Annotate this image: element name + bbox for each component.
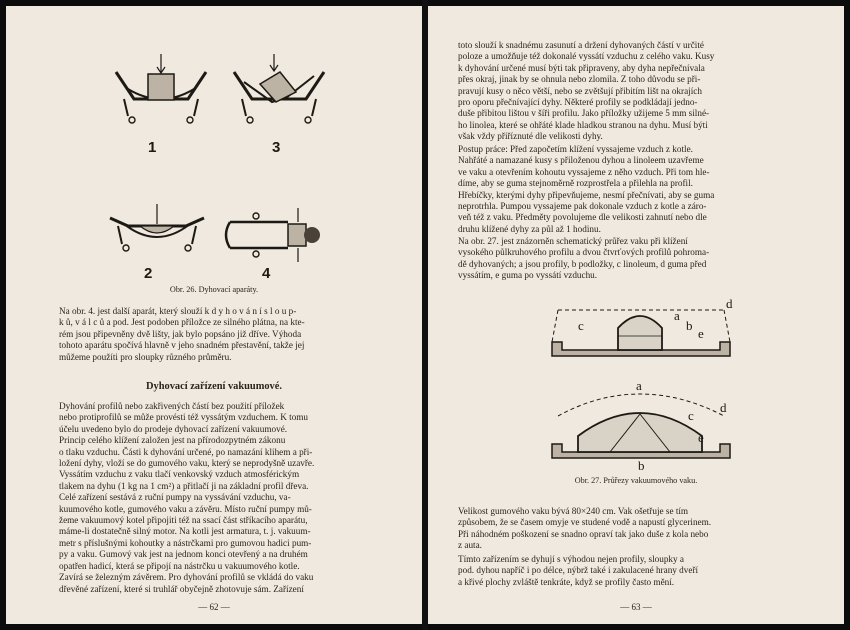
figure-label-4: 4	[262, 265, 271, 282]
top-paragraph: toto slouží k snadnému zasunutí a držení dyhovaných částí v určité poloze a umožňuje též dokonalé vyssátí vzduchu z celého vaku. Kusy k dyhování určené musí býti tak připraveny, aby dyha nepřečnívala přes okraj, jinak by se ohnula nebo zlomila. Z toho důvodu se při- pravují kusy o něco větší, nebo se zvětšují přibitím lišt na okrajích pro oporu přečnívající dyhy. Některé profily se podkládají jedno- duše přibitou lištou v šíři profilu. Jako příložky užijeme 5 mm silné- ho linolea, které se ohřáté klade hladkou stranou na dyhu. Musí býti však vždy přiříznuté dle velikosti dyhy.	[458, 40, 715, 142]
procedure-paragraph: Postup práce: Před započetím klížení vyssajeme vzduch z kotle. Nahřáté a namazané kusy s přiloženou dyhou a linoleem uzavřeme ve vaku a otevřením kohoutu vyssajeme z něho vzduch. Při tom hle- díme, aby se guma stejnoměrně rozprostřela a přilehla na profil. Hřebíčky, kterými dyhy připevňujeme, nesmí přečnívati, aby se guma neprotrhla. Pumpou vyssajeme pak dokonale vzduch z kotle a záro- veň též z vaku. Předměty povolujeme dle velikosti zahnutí nebo dle druhu klížené dyhy za půl až 1 hodinu.	[458, 144, 715, 234]
diagram-label-d-upper: d	[726, 296, 733, 311]
figure-label-1: 1	[148, 139, 157, 156]
diagram-label-c-upper: c	[578, 318, 584, 333]
vacuum-bag-cross-section-upper	[548, 296, 738, 370]
page-number-left: — 62 —	[198, 602, 230, 612]
figure-2-apparatus	[102, 204, 212, 284]
diagram-label-a-lower: a	[636, 378, 642, 393]
diagram-label-e-lower: e	[698, 430, 704, 445]
right-page	[428, 6, 844, 624]
vacuum-bag-cross-section-lower	[548, 378, 738, 476]
closing-paragraph: Tímto zařízením se dyhují s výhodou nejen profily, sloupky a pod. dyhou napříč i po délce, nýbrž také i zakulacené hrany dveří a křivé plochy zvláště tenkráte, když se profily často mění.	[458, 554, 699, 587]
section-text: Dyhování profilů nebo zakřivených částí bez použití příložek nebo protiprofilů se může provésti též vyssátým vzduchem. K tomu účelu uvedeno bylo do prodeje dyhovací zařízení vakuumové. Princip celého klížení založen jest na přírodozpytném zákonu o tlaku vzduchu. Části k dyhování určené, po namazání klihem a při- ložení dyhy, vloží se do gumového vaku, který se neprodyšně uzavře. Vyssátím vzduchu z vaku tlačí venkovský vzduch atmosférickým tlakem na dyhu (1 kg na 1 cm²) a přitlačí ji na základní profil dřeva. Celé zařízení sestává z ruční pumpy na vyssávání vzduchu, va- kuumového kotle, gumového vaku a závěru. Místo ruční pumpy mů- žeme vakuumový kotel připojiti též na ssací část stříkacího aparátu, máme-li dostatečně silný motor. Na kotli jest armatura, t. j. vakuum- metr s příslušnými kohoutky a nástrčkami pro gumovou hadici pum- py a vaku. Gumový vak jest na jednom konci otevřený a na druhém opatřen hadicí, která se připojí na nástrčku u vakuumového kotle. Zavírá se železným závěrem. Pro dyhování profilů se vkládá do vaku dřevěné zařízení, které si truhlář obyčejně zhotovuje sám. Zařízení	[59, 401, 315, 594]
intro-paragraph: Na obr. 4. jest další aparát, který slouží k d y h o v á n í s l o u p- k ů, v á l c ů a pod. Jest podoben příložce ze silného plátna, na kte- rém jsou připevněny dvě lišty, jak bylo popsáno již dříve. Výhoda tohoto aparátu spočívá hlavně v jeho snadném přestavění, takže jej můžeme použíti pro sloupky různého průměru.	[59, 306, 305, 362]
figure-27-caption: Obr. 27. Průřezy vakuumového vaku.	[574, 476, 698, 485]
diagram-label-c-lower: c	[688, 408, 694, 423]
diagram-label-a-upper: a	[674, 308, 680, 323]
figure-ref-paragraph: Na obr. 27. jest znázorněn schematický průřez vaku při klížení vysokého půlkruhového profilu a dvou čtvrťových profilů pohroma- dě dyhovaných; a jsou profily, b podložky, c linoleum, d guma před vyssátím, e guma po vyssátí vzduchu.	[458, 236, 710, 281]
section-heading: Dyhovací zařízení vakuumové.	[146, 381, 282, 392]
figure-26-caption: Obr. 26. Dyhovací aparáty.	[169, 285, 259, 294]
figure-label-3: 3	[272, 139, 281, 156]
diagram-label-b-upper: b	[686, 318, 693, 333]
figure-4-apparatus	[218, 204, 328, 284]
figure-3-apparatus	[224, 54, 334, 164]
figure-1-apparatus	[106, 54, 216, 164]
left-page	[6, 6, 422, 624]
page-number-right: — 63 —	[620, 602, 652, 612]
bag-paragraph: Velikost gumového vaku bývá 80×240 cm. Vak ošetřuje se tím způsobem, že se časem omyje ve studené vodě a napustí glycerinem. Při náhodném poškození se snadno opraví tak jako duše z kola nebo z auta.	[458, 506, 712, 551]
diagram-label-b-lower: b	[638, 458, 645, 473]
figure-label-2: 2	[144, 265, 153, 282]
diagram-label-d-lower: d	[720, 400, 727, 415]
diagram-label-e-upper: e	[698, 326, 704, 341]
